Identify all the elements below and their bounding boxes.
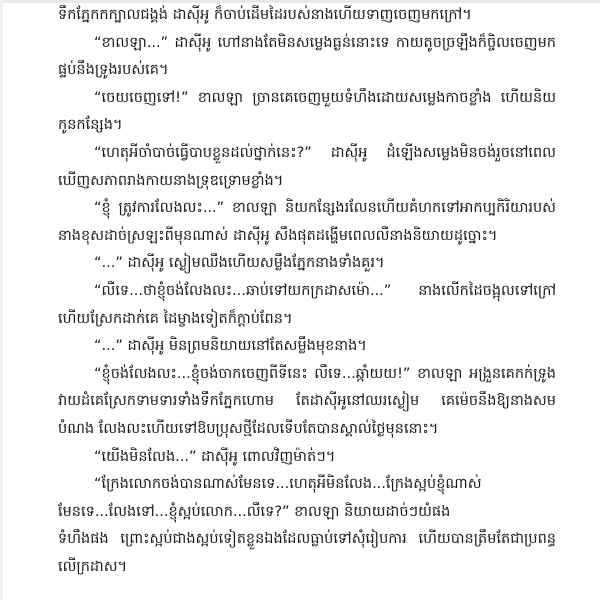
paragraph-10: “យើងមិនលែង...” ដាស៊ីអូ ពោលវិញម៉ាត់ៗ។	[94, 448, 336, 465]
paragraph-7: “លឺទេ...ថាខ្ញុំចង់លែងលះ...ឆាប់ទៅយកក្រដាសម៉ោ...” នាងលើកដៃចង្អុលទៅក្រៅហើយស្រែកដាក់គេ ដៃម្ខាងទៀតក៏ក្តាប់ពែន។	[58, 282, 556, 327]
document-body	[58, 2, 556, 581]
paragraph-6: “...” ដាស៊ីអូ ស្ងៀមឈឹងហើយសម្លឹងភ្នែកនាងទាំងគួរ។	[94, 255, 385, 272]
paragraph-9: “ខ្ញុំចង់លែងលះ...ខ្ញុំចង់ចាកចេញពីទីនេះ លឺទេ...ឆ្កាំយយ!” ខាលឡា អង្រួនគេកក់ទ្រូងវាយដំគេស្រែកទាមទារទាំងទឹកភ្នែកហោម តែដាស៊ីអូនៅឈរស្ងៀម គេម៉េចនឹងឱ្យនាងសមបំណង លែងលះហើយទៅឱបប្រុសថ្មីដែលទើបតែបានស្គាល់ថ្ងៃមុននោះ។	[58, 365, 556, 437]
page-left-edge	[0, 0, 3, 600]
paragraph-2: “ខាលឡា...” ដាស៊ីអូ ហៅនាងតែមិនសម្លេងធ្ងន់នោះទេ កាយតូចច្រឡឹងក៏ចិ្ចលចេញមកផ្ទប់នឹងទ្រូងរបស់គេ។	[58, 34, 556, 79]
paragraph-5: “ខ្ញុំ ត្រូវការលែងលះ...” ខាលឡា និយកន្សែងរលែនហើយគំហកទៅអាកប្បកិរិយារបស់នាងខុសដាច់ស្រឡះពីមុនណាស់ ដាស៊ីអូ សឹងផុតដង្ហើមពេលលឺនាងនិយាយដូច្នោះ។	[58, 200, 556, 244]
paragraph-12: ទំហឹងផង ព្រោះស្អប់ជាងស្អប់ទៀតខ្លួនឯងដែលធ្លាប់ទៅសុំរៀបការ ហើយបានត្រឹមតែជាប្រពន្ធលើក្រដាស។	[58, 531, 556, 575]
paragraph-11: “ក្រែងលោកចង់បានណាស់មែនទេ...ហេតុអីមិនលែង...ក្រែងស្អប់ខ្ញុំណាស់មែនទេ...លែងទៅ...ខ្ញុំស្អប់លោក...លឺទេ?” ខាលឡា និយាយដាច់ៗយំផង	[58, 476, 482, 520]
paragraph-1: ទឹកភ្នែកកក្បាលជង្គង់ ដាស៊ីអូ ក៏ចាប់ដើមដៃរបស់នាងហើយទាញចេញមកក្រៅ។	[58, 7, 472, 23]
paragraph-3: “ចេយចេញទៅ!” ខាលឡា ច្រានគេចេញមួយទំហឹងដោយសម្លេងកាចខ្លាំង ហើយនិយកូនកន្សែង។	[58, 89, 556, 134]
paragraph-8: “...” ដាស៊ីអូ មិនព្រមនិយាយនៅតែសម្លឹងមុខនាង។	[94, 338, 367, 355]
paragraph-4: “ហេតុអីចាំបាច់ធ្វើបាបខ្លួនដល់ថ្នាក់នេះ?” ដាស៊ីអូ ដំឡើងសម្លេងមិនចង់រួចនៅពេលឃើញសភាពរាងកាយនាងទ្រុឌទ្រោមខ្លាំង។	[58, 144, 556, 189]
